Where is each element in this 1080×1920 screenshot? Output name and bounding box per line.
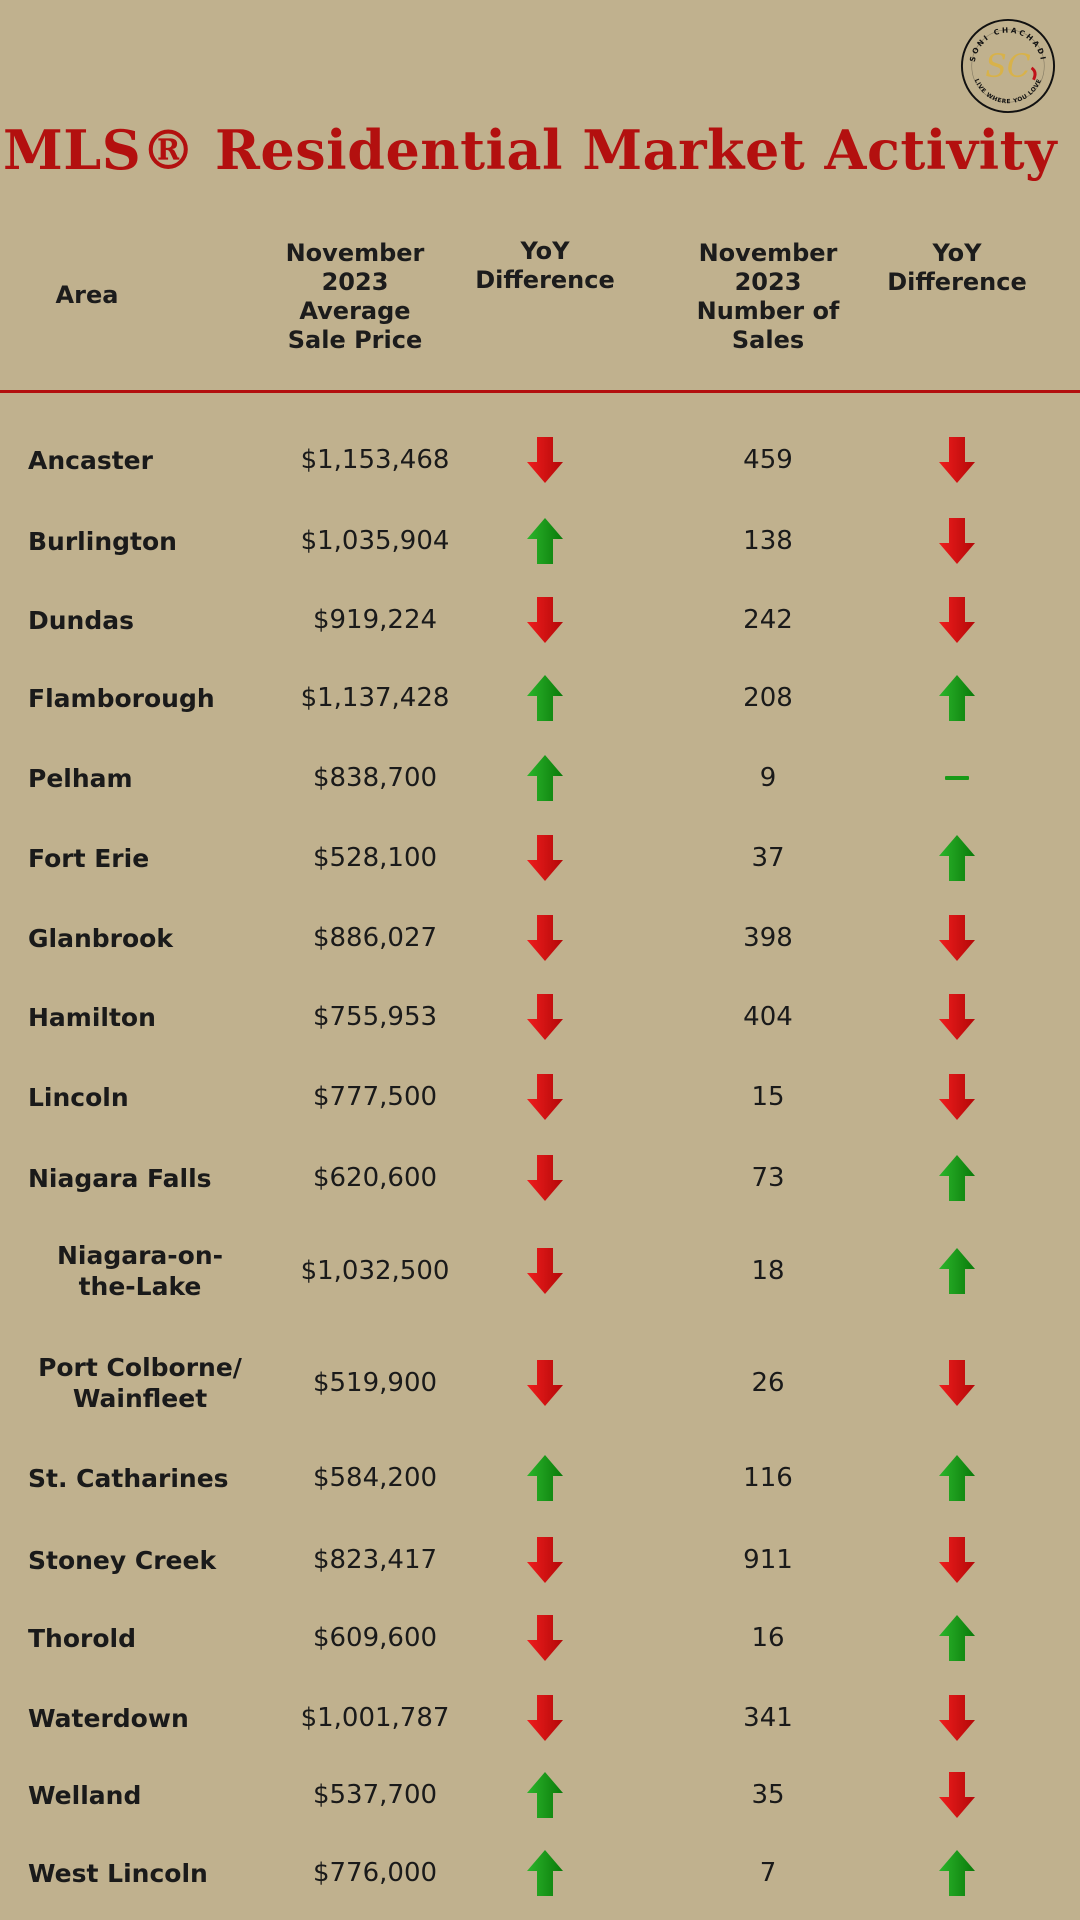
area-name-text: [28, 605, 134, 636]
area-name-text: [38, 1352, 242, 1414]
arrow-down-icon: [938, 914, 976, 962]
number-of-sales: 15: [751, 1082, 785, 1112]
area-name: [28, 1520, 268, 1600]
table-row: [0, 1138, 1080, 1218]
sales-yoy-indicator: [927, 977, 987, 1057]
area-name-text: [28, 1623, 136, 1654]
sales-yoy-indicator: [927, 738, 987, 818]
arrow-up-icon: [526, 1849, 564, 1897]
table-row: [0, 818, 1080, 898]
average-sale-price: $776,000: [312, 1858, 438, 1888]
arrow-down-icon: [526, 1614, 564, 1662]
arrow-down-icon: [526, 1154, 564, 1202]
area-name-text: [28, 683, 215, 714]
number-of-sales: 26: [751, 1368, 785, 1398]
header-sales: [673, 239, 863, 355]
area-name: [28, 977, 268, 1057]
table-row: [0, 420, 1080, 500]
area-name-text: [28, 1002, 156, 1033]
area-name-line-1: Flamborough: [28, 683, 215, 713]
area-name-line-1: Burlington: [28, 526, 177, 556]
logo-ring-text: SONI CHACHADI: [967, 25, 1049, 63]
logo-monogram: SC: [985, 48, 1031, 85]
header-price-line-1: November: [285, 239, 425, 267]
area-name-line-1: Stoney Creek: [28, 1545, 217, 1575]
table-row: [0, 1438, 1080, 1518]
sales-yoy-indicator: [927, 1343, 987, 1423]
price-yoy-indicator: [515, 977, 575, 1057]
arrow-down-icon: [526, 1694, 564, 1742]
number-of-sales: 398: [743, 923, 793, 953]
arrow-up-icon: [938, 1614, 976, 1662]
number-of-sales: 116: [743, 1463, 793, 1493]
area-name: [28, 1057, 268, 1137]
sales-yoy-indicator: [927, 420, 987, 500]
sales-yoy-indicator: [927, 1438, 987, 1518]
header-sales-line-2: 2023: [734, 268, 802, 296]
area-name: [28, 1138, 268, 1218]
header-sales-line-1: November: [698, 239, 838, 267]
area-name-line-1: Pelham: [28, 763, 133, 793]
price-yoy-indicator: [515, 898, 575, 978]
sales-yoy-indicator: [927, 1520, 987, 1600]
header-sales-yoy-line-2: Difference: [887, 268, 1027, 296]
header-divider: [0, 390, 1080, 393]
area-name-line-1: West Lincoln: [28, 1858, 208, 1888]
average-sale-price: $1,153,468: [300, 445, 450, 475]
average-sale-price: $528,100: [312, 843, 438, 873]
area-name-line-1: Dundas: [28, 605, 134, 635]
number-of-sales: 18: [751, 1256, 785, 1286]
area-name-text: [28, 1082, 129, 1113]
price-yoy-indicator: [515, 420, 575, 500]
area-name: [28, 420, 268, 500]
table-row: [0, 898, 1080, 978]
average-sale-price: $1,032,500: [300, 1256, 450, 1286]
price-yoy-indicator: [515, 738, 575, 818]
arrow-down-icon: [938, 993, 976, 1041]
average-sale-price: $823,417: [312, 1545, 438, 1575]
area-name: [28, 898, 268, 978]
area-name-line-1: Waterdown: [28, 1703, 189, 1733]
arrow-up-icon: [938, 1454, 976, 1502]
area-name-line-2: Wainfleet: [72, 1384, 208, 1413]
arrow-down-icon: [526, 436, 564, 484]
average-sale-price: $609,600: [312, 1623, 438, 1653]
area-name-line-1: Port Colborne/: [38, 1353, 242, 1382]
area-name-text: [28, 843, 149, 874]
header-price-line-3: Average: [299, 297, 411, 325]
header-price-yoy-line-2: Difference: [475, 266, 615, 294]
arrow-down-icon: [938, 436, 976, 484]
average-sale-price: $1,001,787: [300, 1703, 450, 1733]
area-name-text: [28, 526, 177, 557]
area-name-line-1: Niagara Falls: [28, 1163, 212, 1193]
price-yoy-indicator: [515, 580, 575, 660]
arrow-up-icon: [526, 754, 564, 802]
logo-seal-icon: [959, 17, 1057, 115]
sales-yoy-indicator: [927, 1138, 987, 1218]
average-sale-price: $755,953: [312, 1002, 438, 1032]
area-name: [28, 1438, 268, 1518]
number-of-sales: 7: [759, 1858, 777, 1888]
number-of-sales: 9: [759, 763, 777, 793]
number-of-sales: 73: [751, 1163, 785, 1193]
arrow-up-icon: [938, 1154, 976, 1202]
header-price-line-4: Sale Price: [287, 326, 423, 354]
price-yoy-indicator: [515, 1231, 575, 1311]
area-name-text: [28, 445, 153, 476]
header-sales-line-4: Sales: [731, 326, 805, 354]
area-name-line-1: Welland: [28, 1780, 142, 1810]
area-name: [28, 1755, 268, 1835]
arrow-down-icon: [938, 517, 976, 565]
price-yoy-indicator: [515, 1755, 575, 1835]
number-of-sales: 341: [743, 1703, 793, 1733]
area-name: [28, 580, 268, 660]
number-of-sales: 16: [751, 1623, 785, 1653]
average-sale-price: $886,027: [312, 923, 438, 953]
average-sale-price: $777,500: [312, 1082, 438, 1112]
header-area-label: Area: [55, 281, 119, 309]
average-sale-price: $1,137,428: [300, 683, 450, 713]
average-sale-price: $537,700: [312, 1780, 438, 1810]
price-yoy-indicator: [515, 658, 575, 738]
price-yoy-indicator: [515, 1598, 575, 1678]
brand-logo: [959, 17, 1057, 115]
arrow-up-icon: [526, 517, 564, 565]
table-row: [0, 1057, 1080, 1137]
number-of-sales: 35: [751, 1780, 785, 1810]
arrow-up-icon: [526, 1771, 564, 1819]
table-row: [0, 1343, 1080, 1423]
average-sale-price: $519,900: [312, 1368, 438, 1398]
header-price-yoy: [460, 237, 630, 295]
header-price-line-2: 2023: [321, 268, 389, 296]
arrow-up-icon: [938, 674, 976, 722]
area-name-text: [28, 1545, 216, 1576]
area-name-text: [28, 1463, 229, 1494]
arrow-down-icon: [938, 1359, 976, 1407]
area-name-line-1: Ancaster: [28, 445, 153, 475]
sales-yoy-indicator: [927, 898, 987, 978]
arrow-up-icon: [526, 1454, 564, 1502]
area-name-line-2: the-Lake: [78, 1272, 202, 1301]
average-sale-price: $838,700: [312, 763, 438, 793]
table-row: [0, 658, 1080, 738]
table-row: [0, 977, 1080, 1057]
price-yoy-indicator: [515, 1520, 575, 1600]
header-area: [32, 281, 142, 310]
number-of-sales: 459: [743, 445, 793, 475]
price-yoy-indicator: [515, 501, 575, 581]
arrow-up-icon: [938, 1849, 976, 1897]
average-sale-price: $584,200: [312, 1463, 438, 1493]
arrow-down-icon: [938, 1771, 976, 1819]
price-yoy-indicator: [515, 1343, 575, 1423]
arrow-down-icon: [938, 1536, 976, 1584]
number-of-sales: 208: [743, 683, 793, 713]
header-price: [260, 239, 450, 355]
number-of-sales: 242: [743, 605, 793, 635]
sales-yoy-indicator: [927, 580, 987, 660]
area-name-line-1: Fort Erie: [28, 843, 150, 873]
table-row: [0, 738, 1080, 818]
table-row: [0, 580, 1080, 660]
price-yoy-indicator: [515, 1138, 575, 1218]
table-row: [0, 1598, 1080, 1678]
area-name-line-1: Hamilton: [28, 1002, 156, 1032]
header-price-yoy-line-1: YoY: [520, 237, 570, 265]
arrow-down-icon: [938, 596, 976, 644]
number-of-sales: 404: [743, 1002, 793, 1032]
area-name: [20, 1231, 260, 1311]
table-row: [0, 1520, 1080, 1600]
arrow-up-icon: [938, 1247, 976, 1295]
no-change-dash-icon: [945, 776, 969, 780]
area-name-line-1: St. Catharines: [28, 1463, 229, 1493]
sales-yoy-indicator: [927, 1833, 987, 1913]
area-name-line-1: Niagara-on-: [56, 1241, 224, 1270]
number-of-sales: 911: [743, 1545, 793, 1575]
price-yoy-indicator: [515, 1057, 575, 1137]
arrow-down-icon: [526, 1359, 564, 1407]
header-sales-yoy: [872, 239, 1042, 297]
arrow-down-icon: [526, 993, 564, 1041]
sales-yoy-indicator: [927, 818, 987, 898]
area-name: [28, 818, 268, 898]
header-sales-line-3: Number of: [696, 297, 840, 325]
area-name-text: [28, 923, 173, 954]
average-sale-price: $620,600: [312, 1163, 438, 1193]
area-name-line-1: Lincoln: [28, 1082, 129, 1112]
sales-yoy-indicator: [927, 1678, 987, 1758]
table-row: [0, 1678, 1080, 1758]
logo-tagline: LIVE WHERE YOU LOVE: [972, 78, 1044, 106]
sales-yoy-indicator: [927, 1755, 987, 1835]
arrow-up-icon: [526, 674, 564, 722]
area-name: [28, 1598, 268, 1678]
area-name: [28, 1833, 268, 1913]
average-sale-price: $919,224: [312, 605, 438, 635]
arrow-down-icon: [526, 596, 564, 644]
area-name-text: [28, 763, 133, 794]
area-name: [28, 658, 268, 738]
area-name: [28, 1678, 268, 1758]
arrow-down-icon: [526, 1536, 564, 1584]
number-of-sales: 138: [743, 526, 793, 556]
price-yoy-indicator: [515, 1833, 575, 1913]
table-row: [0, 1755, 1080, 1835]
arrow-down-icon: [938, 1694, 976, 1742]
sales-yoy-indicator: [927, 501, 987, 581]
table-row: [0, 1833, 1080, 1913]
number-of-sales: 37: [751, 843, 785, 873]
area-name: [28, 501, 268, 581]
sales-yoy-indicator: [927, 658, 987, 738]
arrow-down-icon: [938, 1073, 976, 1121]
price-yoy-indicator: [515, 1678, 575, 1758]
price-yoy-indicator: [515, 1438, 575, 1518]
header-sales-yoy-line-1: YoY: [932, 239, 982, 267]
sales-yoy-indicator: [927, 1598, 987, 1678]
table-row: [0, 1231, 1080, 1311]
area-name: [20, 1343, 260, 1423]
area-name-line-1: Glanbrook: [28, 923, 173, 953]
area-name-text: [28, 1163, 212, 1194]
arrow-up-icon: [938, 834, 976, 882]
arrow-down-icon: [526, 834, 564, 882]
area-name: [28, 738, 268, 818]
arrow-down-icon: [526, 1247, 564, 1295]
price-yoy-indicator: [515, 818, 575, 898]
area-name-line-1: Thorold: [28, 1623, 136, 1653]
arrow-down-icon: [526, 914, 564, 962]
area-name-text: [28, 1703, 189, 1734]
arrow-down-icon: [526, 1073, 564, 1121]
area-name-text: [57, 1240, 223, 1302]
average-sale-price: $1,035,904: [300, 526, 450, 556]
sales-yoy-indicator: [927, 1231, 987, 1311]
area-name-text: [28, 1780, 141, 1811]
area-name-text: [28, 1858, 208, 1889]
page-title: MLS® Residential Market Activity: [3, 118, 1057, 182]
table-row: [0, 501, 1080, 581]
sales-yoy-indicator: [927, 1057, 987, 1137]
